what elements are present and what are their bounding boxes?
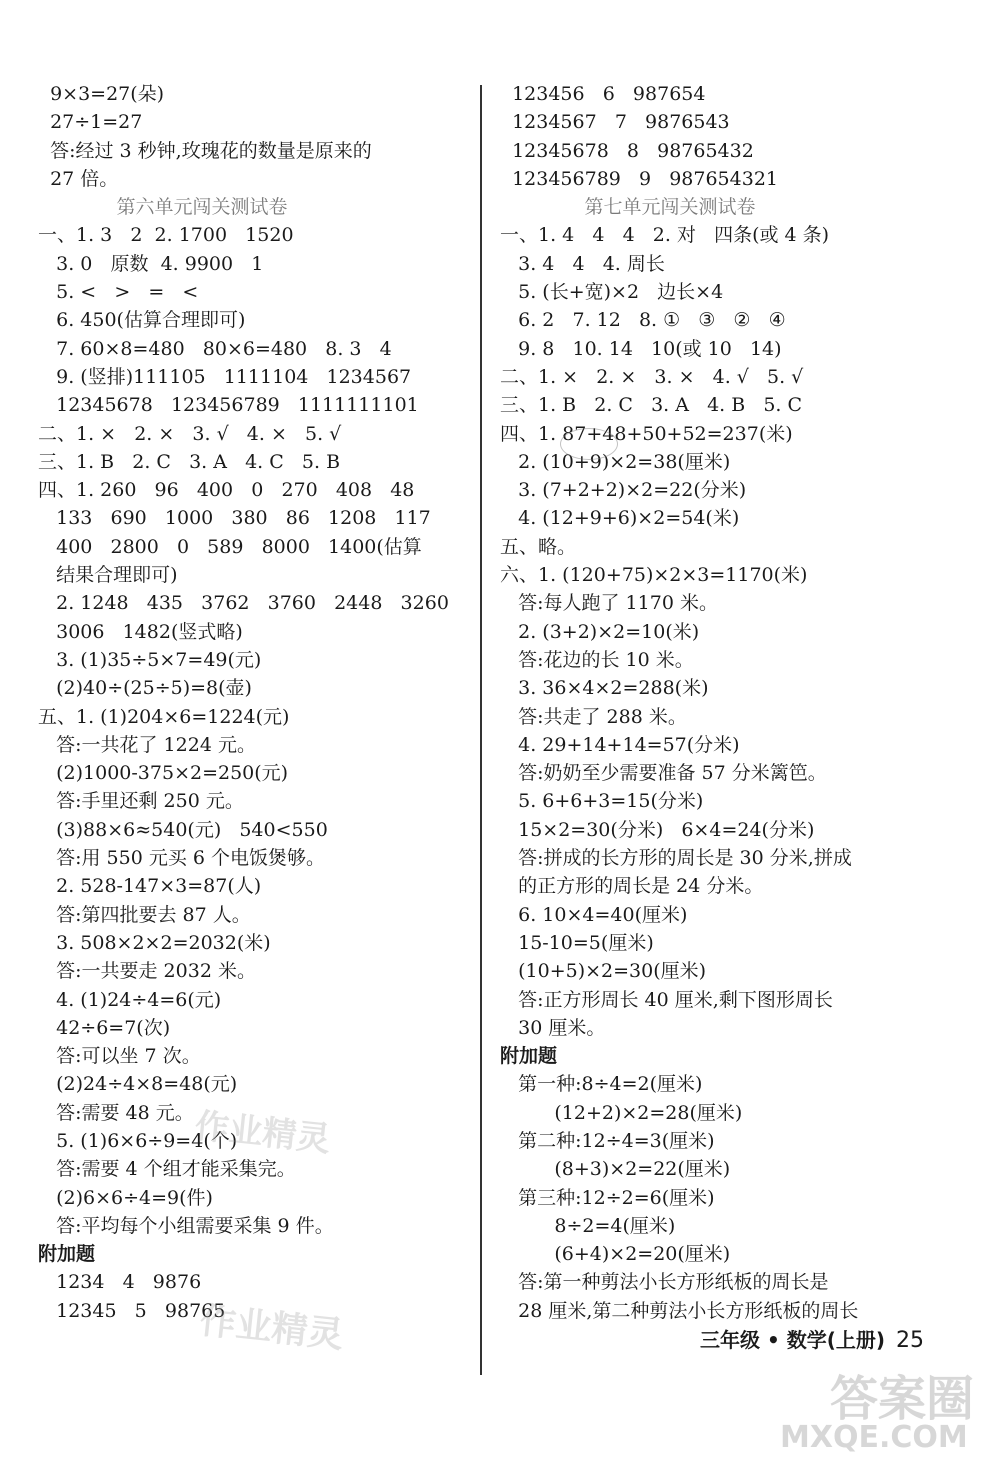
answer-line: 5. (1)6×6÷9=4(个) — [38, 1129, 238, 1152]
answer-line: 答:需要 48 元。 — [38, 1101, 194, 1124]
answer-line: 27 倍。 — [38, 167, 119, 190]
watermark-text: 作业精灵 — [197, 1300, 346, 1357]
answer-line: 答:第一种剪法小长方形纸板的周长是 — [500, 1271, 829, 1294]
answer-line: 3006 1482(竖式略) — [38, 620, 243, 643]
answer-line: 30 厘米。 — [500, 1016, 606, 1039]
answer-line: 三、1. B 2. C 3. A 4. C 5. B — [38, 450, 341, 473]
answer-line: 2. 528-147×3=87(人) — [38, 875, 262, 898]
answer-line: 3. 4 4 4. 周长 — [500, 252, 665, 275]
answer-line: 5. < > = < — [38, 281, 199, 304]
answer-line: 8÷2=4(厘米) — [500, 1214, 676, 1237]
answer-line: 附加题 — [38, 1243, 96, 1266]
answer-line: 28 厘米,第二种剪法小长方形纸板的周长 — [500, 1299, 859, 1322]
answer-line: 答:平均每个小组需要采集 9 件。 — [38, 1214, 334, 1237]
section-title: 第六单元闯关测试卷 — [38, 196, 288, 219]
answer-line: (12+2)×2=28(厘米) — [500, 1101, 743, 1124]
answer-line: 一、1. 4 4 4 2. 对 四条(或 4 条) — [500, 224, 830, 247]
answer-line: 9. (竖排)111105 1111104 1234567 — [38, 365, 412, 388]
column-divider — [480, 85, 482, 1375]
answer-line: 一、1. 3 2 2. 1700 1520 — [38, 224, 294, 247]
answer-line: 133 690 1000 380 86 1208 117 — [38, 507, 431, 530]
answer-line: 5. (长+宽)×2 边长×4 — [500, 281, 724, 304]
answer-line: 答:第四批要去 87 人。 — [38, 903, 251, 926]
answer-line: 第三种:12÷2=6(厘米) — [500, 1186, 715, 1209]
answer-line: 第一种:8÷4=2(厘米) — [500, 1073, 703, 1096]
section-title: 第七单元闯关测试卷 — [500, 196, 756, 219]
answer-line: 123456789 9 987654321 — [500, 167, 778, 190]
watermark-logo-text: 答案圈 — [830, 1371, 975, 1427]
answer-line: 400 2800 0 589 8000 1400(估算 — [38, 535, 422, 558]
answer-line: 二、1. × 2. × 3. √ 4. × 5. √ — [38, 422, 342, 445]
answer-line: 4. 29+14+14=57(分米) — [500, 733, 740, 756]
answer-line: 12345 5 98765 — [38, 1299, 226, 1322]
answer-line: 2. 1248 435 3762 3760 2448 3260 — [38, 592, 449, 615]
answer-line: 五、1. (1)204×6=1224(元) — [38, 705, 290, 728]
faint-stamp-mark — [560, 428, 618, 460]
answer-line: 答:花边的长 10 米。 — [500, 648, 694, 671]
answer-line: 6. 10×4=40(厘米) — [500, 903, 688, 926]
answer-line: 6. 450(估算合理即可) — [38, 309, 246, 332]
answer-line: 五、略。 — [500, 535, 577, 558]
answer-line: 四、1. 87+48+50+52=237(米) — [500, 422, 793, 445]
answer-line: 7. 60×8=480 80×6=480 8. 3 4 — [38, 337, 392, 360]
answer-line: 5. 6+6+3=15(分米) — [500, 790, 704, 813]
answer-line: 3. (7+2+2)×2=22(分米) — [500, 479, 747, 502]
footer-label: 三年级 • 数学(上册) — [700, 1328, 885, 1352]
answer-line: 6. 2 7. 12 8. ① ③ ② ④ — [500, 309, 786, 332]
answer-line: 答:每人跑了 1170 米。 — [500, 592, 718, 615]
answer-line: 15-10=5(厘米) — [500, 931, 654, 954]
answer-line: (8+3)×2=22(厘米) — [500, 1158, 731, 1181]
answer-line: 四、1. 260 96 400 0 270 408 48 — [38, 479, 415, 502]
answer-line: 12345678 123456789 1111111101 — [38, 394, 419, 417]
answer-line: 2. (10+9)×2=38(厘米) — [500, 450, 731, 473]
watermark-url: MXQE.COM — [780, 1420, 968, 1455]
answer-line: (6+4)×2=20(厘米) — [500, 1243, 731, 1266]
answer-line: (3)88×6≈540(元) 540<550 — [38, 818, 328, 841]
answer-line: 123456 6 987654 — [500, 83, 706, 105]
page-footer — [700, 1320, 980, 1360]
answer-line: 答:一共要走 2032 米。 — [38, 960, 256, 983]
answer-line: 答:拼成的长方形的周长是 30 分米,拼成 — [500, 847, 852, 870]
answer-line: 答:共走了 288 米。 — [500, 705, 687, 728]
answer-line: 9×3=27(朵) — [38, 83, 165, 105]
answer-line: 三、1. B 2. C 3. A 4. B 5. C — [500, 394, 803, 417]
answer-line: 结果合理即可) — [38, 564, 178, 587]
answer-line: 答:奶奶至少需要准备 57 分米篱笆。 — [500, 762, 827, 785]
answer-line: 2. (3+2)×2=10(米) — [500, 620, 700, 643]
answer-line: 第二种:12÷4=3(厘米) — [500, 1129, 715, 1152]
answer-line: 3. 36×4×2=288(米) — [500, 677, 709, 700]
answer-line: 答:经过 3 秒钟,玫瑰花的数量是原来的 — [38, 139, 372, 162]
answer-line: 4. (1)24÷4=6(元) — [38, 988, 222, 1011]
answer-line: 3. 508×2×2=2032(米) — [38, 931, 271, 954]
answer-line: 27÷1=27 — [38, 111, 143, 134]
answer-line: 4. (12+9+6)×2=54(米) — [500, 507, 740, 530]
watermark-text: 作业精灵 — [192, 1105, 333, 1160]
answer-line: 15×2=30(分米) 6×4=24(分米) — [500, 818, 815, 841]
left-column — [38, 80, 468, 1325]
page-number: 25 — [895, 1328, 924, 1353]
answer-line: 的正方形的周长是 24 分米。 — [500, 875, 764, 898]
answer-line: (10+5)×2=30(厘米) — [500, 960, 707, 983]
answer-line: (2)40÷(25÷5)=8(壶) — [38, 677, 252, 700]
answer-line: 答:用 550 元买 6 个电饭煲够。 — [38, 847, 326, 870]
answer-line: 答:正方形周长 40 厘米,剩下图形周长 — [500, 988, 833, 1011]
right-column — [500, 80, 970, 1325]
answer-line: 二、1. × 2. × 3. × 4. √ 5. √ — [500, 365, 804, 388]
answer-line: 附加题 — [500, 1045, 558, 1068]
answer-line: (2)1000-375×2=250(元) — [38, 762, 289, 785]
answer-line: 3. (1)35÷5×7=49(元) — [38, 648, 262, 671]
answer-line: 答:可以坐 7 次。 — [38, 1045, 201, 1068]
answer-line: 答:一共花了 1224 元。 — [38, 733, 256, 756]
answer-line: 9. 8 10. 14 10(或 10 14) — [500, 337, 782, 360]
answer-line: 答:手里还剩 250 元。 — [38, 790, 244, 813]
answer-line: 1234 4 9876 — [38, 1271, 202, 1294]
answer-line: 1234567 7 9876543 — [500, 111, 730, 134]
answer-line: 答:需要 4 个组才能采集完。 — [38, 1158, 296, 1181]
answer-line: (2)24÷4×8=48(元) — [38, 1073, 238, 1096]
answer-line: 六、1. (120+75)×2×3=1170(米) — [500, 564, 808, 587]
answer-line: 12345678 8 98765432 — [500, 139, 754, 162]
answer-line: 3. 0 原数 4. 9900 1 — [38, 252, 264, 275]
answer-line: 42÷6=7(次) — [38, 1016, 171, 1039]
answer-line: (2)6×6÷4=9(件) — [38, 1186, 213, 1209]
